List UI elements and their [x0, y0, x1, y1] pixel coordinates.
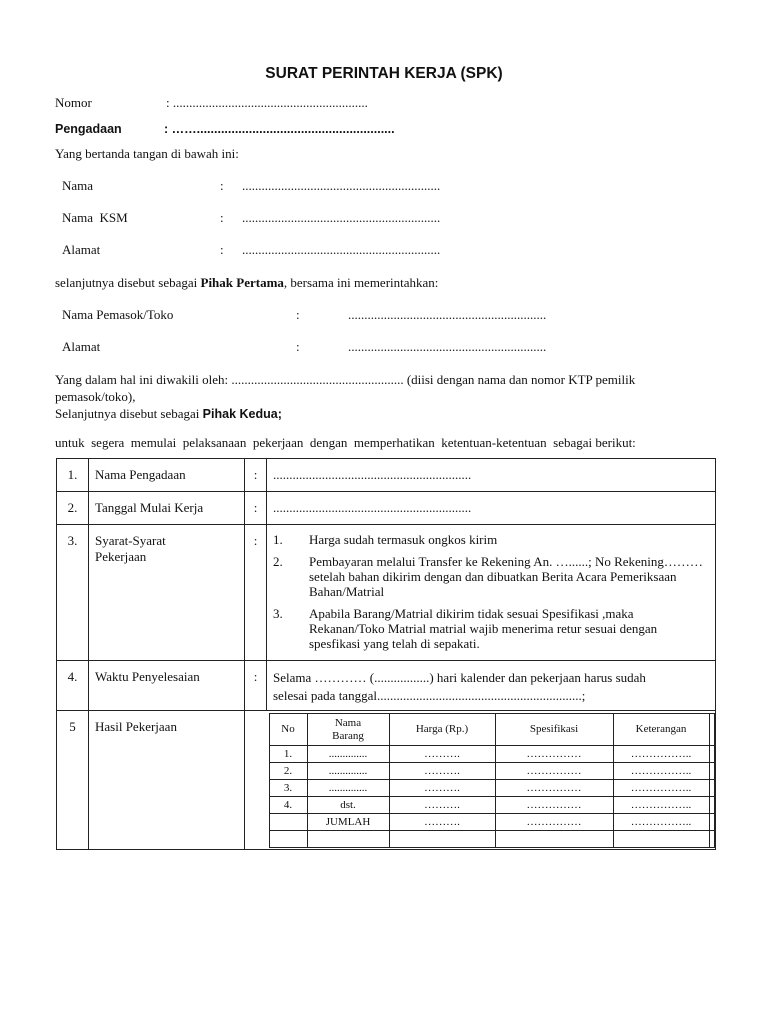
completion-line-1: Selama ………… (.................) hari kalender dan pekerjaan harus sudah [273, 670, 646, 685]
field-alamat-colon: : [220, 242, 224, 257]
cell-extra [709, 746, 714, 763]
cell-nama: dst. [307, 797, 389, 814]
second-pre: Selanjutnya disebut sebagai [55, 406, 203, 421]
table-row [57, 525, 716, 661]
pihak-kedua-sentence [55, 406, 282, 422]
cell-spesifikasi: …………… [495, 763, 613, 780]
table-row [269, 746, 714, 763]
table-row [269, 763, 714, 780]
cell-no: 2. [269, 763, 307, 780]
table-row-empty [269, 831, 714, 848]
row-colon: : [245, 525, 267, 661]
cell-no [269, 814, 307, 831]
results-table [269, 713, 715, 848]
cell-nama: .............. [307, 780, 389, 797]
field-nama-ksm-value: ............................................................. [242, 210, 441, 225]
requirements-list [267, 525, 716, 661]
field-pemasok-value: ............................................................. [348, 307, 547, 322]
table-row [57, 492, 716, 525]
row-value [267, 661, 716, 711]
document-title: SURAT PERINTAH KERJA (SPK) [265, 65, 503, 82]
field-pemasok-label: Nama Pemasok/Toko [62, 307, 174, 322]
cell-empty [613, 831, 709, 848]
cell-empty [307, 831, 389, 848]
results-header-row [269, 714, 714, 746]
row-label: Waktu Penyelesaian [89, 661, 245, 711]
cell-keterangan: …………….. [613, 763, 709, 780]
row-number: 2. [57, 492, 89, 525]
table-row [57, 661, 716, 711]
cell-extra [709, 780, 714, 797]
item-text: Pembayaran melalui Transfer ke Rekening An. …......; No Rekening……… setelah bahan dikirim dengan dan dibuatkan Berita Acara Pemeriksaan Bahan/Matrial [309, 554, 703, 599]
row-label: Nama Pengadaan [89, 459, 245, 492]
field-nama-value: ............................................................. [242, 178, 441, 193]
header-extra [709, 714, 714, 746]
cell-keterangan: …………….. [613, 780, 709, 797]
table-row [57, 459, 716, 492]
row-colon-empty [245, 711, 267, 850]
represented-line-2: pemasok/toko), [55, 389, 136, 404]
cell-keterangan: …………….. [613, 797, 709, 814]
cell-harga-total: ………. [389, 814, 495, 831]
row-number: 3. [57, 525, 89, 661]
field-nama-ksm-label: Nama KSM [62, 210, 128, 225]
intro-text: Yang bertanda tangan di bawah ini: [55, 146, 239, 161]
nomor-label: Nomor [55, 95, 92, 110]
item-number: 3. [273, 606, 283, 621]
cell-empty [709, 831, 714, 848]
row-label: Hasil Pekerjaan [89, 711, 245, 850]
row-number: 4. [57, 661, 89, 711]
item-number: 2. [273, 554, 283, 569]
table-row [269, 797, 714, 814]
row-number: 1. [57, 459, 89, 492]
cell-keterangan: …………….. [613, 746, 709, 763]
field-alamat-value: ............................................................. [242, 242, 441, 257]
cell-jumlah-label: JUMLAH [307, 814, 389, 831]
sentence-pre: selanjutnya disebut sebagai [55, 275, 201, 290]
header-spesifikasi: Spesifikasi [495, 714, 613, 746]
field-alamat-toko-value: ............................................................. [348, 339, 547, 354]
cell-spesifikasi: …………… [495, 780, 613, 797]
field-alamat-toko-label: Alamat [62, 339, 101, 354]
cell-nama: .............. [307, 763, 389, 780]
pihak-pertama-sentence [55, 275, 438, 291]
field-alamat-toko-colon: : [296, 339, 300, 354]
results-cell [267, 711, 716, 850]
cell-empty [269, 831, 307, 848]
terms-table [56, 458, 716, 850]
cell-harga: ………. [389, 763, 495, 780]
list-item [273, 606, 715, 651]
cell-harga: ………. [389, 797, 495, 814]
header-no: No [269, 714, 307, 746]
pihak-kedua-term: Pihak Kedua; [202, 407, 282, 421]
cell-extra [709, 763, 714, 780]
row-label: Tanggal Mulai Kerja [89, 492, 245, 525]
cell-keterangan-total: …………….. [613, 814, 709, 831]
cell-harga: ………. [389, 746, 495, 763]
cell-empty [495, 831, 613, 848]
row-value: ............................................................. [267, 459, 716, 492]
row-label [89, 525, 245, 661]
pengadaan-value: : ……......................................................... [164, 122, 395, 136]
field-pemasok-colon: : [296, 307, 300, 322]
sentence-post: , bersama ini memerintahkan: [283, 275, 439, 290]
table-row [57, 711, 716, 850]
row-colon: : [245, 661, 267, 711]
label-line-1: Syarat-Syarat [95, 533, 166, 548]
label-line-2: Pekerjaan [95, 549, 147, 564]
list-item [273, 554, 715, 599]
cell-no: 3. [269, 780, 307, 797]
pengadaan-label: Pengadaan [55, 122, 122, 136]
header-nama-barang: Nama Barang [307, 714, 389, 746]
represented-line-1: Yang dalam hal ini diwakili oleh: ..................................................... (diisi dengan nama dan nomor KTP pemilik [55, 372, 636, 387]
header-keterangan: Keterangan [613, 714, 709, 746]
cell-spesifikasi: …………… [495, 797, 613, 814]
row-colon: : [245, 492, 267, 525]
row-colon: : [245, 459, 267, 492]
cell-extra [709, 814, 714, 831]
cell-spesifikasi-total: …………… [495, 814, 613, 831]
cell-no: 1. [269, 746, 307, 763]
pihak-pertama-term: Pihak Pertama [200, 275, 284, 290]
cell-empty [389, 831, 495, 848]
field-nama-ksm-colon: : [220, 210, 224, 225]
field-alamat-label: Alamat [62, 242, 101, 257]
field-nama-label: Nama [62, 178, 94, 193]
cell-harga: ………. [389, 780, 495, 797]
cell-extra [709, 797, 714, 814]
cell-spesifikasi: …………… [495, 746, 613, 763]
list-item [273, 532, 715, 547]
item-text: Apabila Barang/Matrial dikirim tidak sesuai Spesifikasi ,maka Rekanan/Toko Matrial matrial wajib menerima retur sesuai dengan spesfikasi yang telah di sepakati. [309, 606, 658, 651]
row-number: 5 [57, 711, 89, 850]
header-harga: Harga (Rp.) [389, 714, 495, 746]
cell-nama: .............. [307, 746, 389, 763]
completion-line-2: selesai pada tanggal...............................................................; [273, 688, 586, 703]
item-text: Harga sudah termasuk ongkos kirim [309, 532, 498, 547]
nomor-value: : ............................................................ [166, 95, 368, 110]
item-number: 1. [273, 532, 283, 547]
instruction-text: untuk segera memulai pelaksanaan pekerjaan dengan memperhatikan ketentuan-ketentuan sebagai berikut: [55, 435, 636, 450]
field-nama-colon: : [220, 178, 224, 193]
table-row [269, 780, 714, 797]
row-value: ............................................................. [267, 492, 716, 525]
total-row [269, 814, 714, 831]
cell-no: 4. [269, 797, 307, 814]
